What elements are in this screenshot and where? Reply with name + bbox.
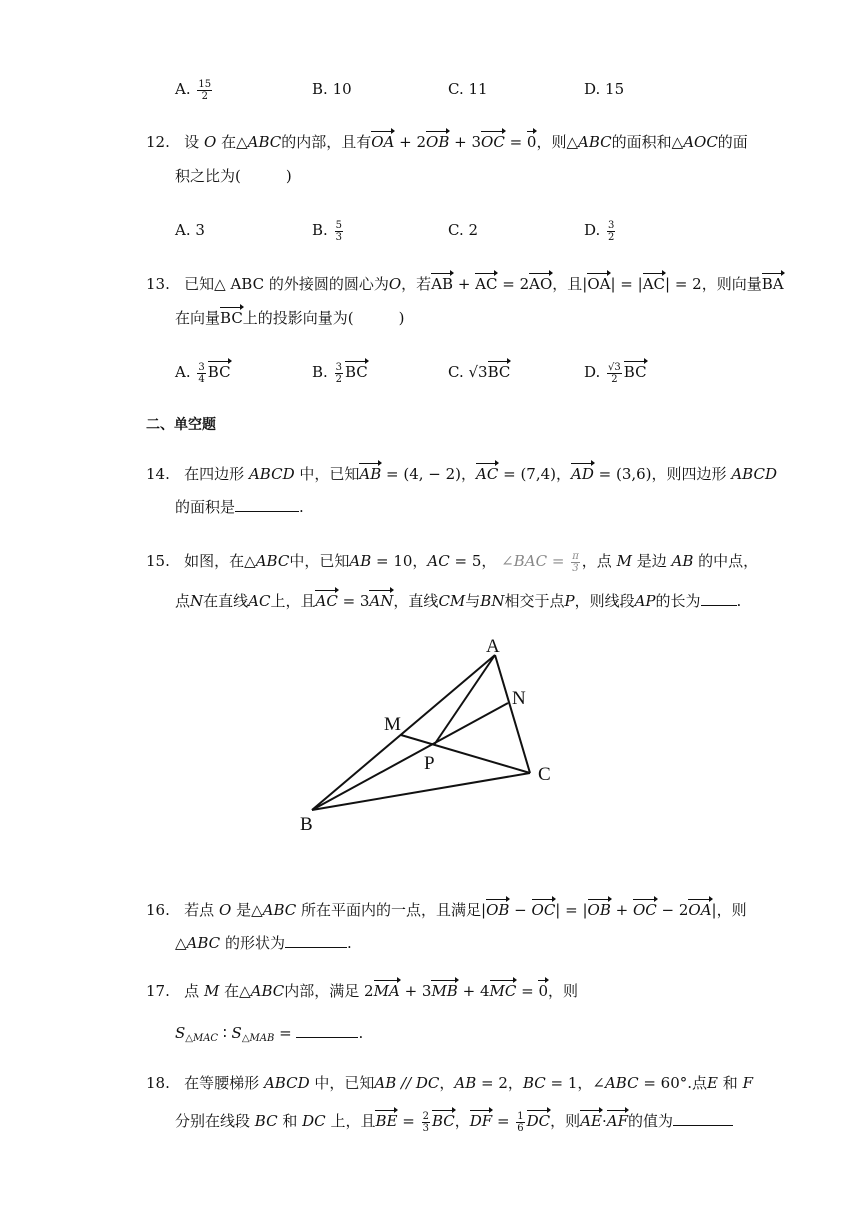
q11-option-d: D. 15	[584, 80, 625, 98]
q12-stem-line2: 积之比为( )	[175, 167, 292, 185]
answer-blank[interactable]	[296, 1037, 358, 1038]
q17-stem-line1: 17. 点 M 在△ABC内部，满足 2MA + 3MB + 4MC = 0，则	[146, 982, 579, 1000]
answer-blank[interactable]	[701, 605, 737, 606]
q11-option-a: A. $\frac{15}{2}$	[175, 78, 212, 102]
q12-stem-line1: 12. 设 O 在△ABC的内部，且有OA + 2OB + 3OC = 0，则△ABC的面积和△AOC的面	[146, 133, 748, 151]
q11-option-c: C. 11	[448, 80, 488, 98]
q13-option-b: B. $\frac{3}{2}$ BC	[312, 361, 368, 385]
fraction: $\frac{15}{2}$	[198, 78, 212, 102]
q17-stem-line2: $S_{\triangle MAC}$ ∶ $S_{\triangle MAB}$ = .	[175, 1024, 364, 1044]
q14-stem-line1: 14. 在四边形 ABCD 中，已知AB = (4, − 2)，AC = (7,4)，AD = (3,6)，则四边形 ABCD	[146, 465, 777, 483]
label-n: N	[512, 688, 526, 709]
fraction: $\frac{3}{2}$	[335, 361, 342, 385]
q11-option-b: B. 10	[312, 80, 352, 98]
fraction: $\frac{3}{2}$	[608, 219, 615, 243]
side-ac	[495, 655, 530, 773]
q13-stem-line2: 在向量BC上的投影向量为( )	[175, 309, 405, 327]
answer-blank[interactable]	[285, 947, 347, 948]
q15-stem-line2: 点N在直线AC上，且AC = 3AN，直线CM与BN相交于点P，则线段AP的长为 .	[175, 592, 742, 610]
q16-stem-line2: △ABC 的形状为 .	[175, 934, 352, 952]
answer-blank[interactable]	[673, 1125, 733, 1126]
side-ab	[312, 655, 495, 810]
q12-option-a: A. 3	[175, 221, 205, 239]
label-p: P	[424, 753, 435, 774]
angle-image: ∠BAC = $\frac{\pi}{3}$	[501, 550, 579, 574]
fraction: $\frac{5}{3}$	[335, 219, 342, 243]
fraction: $\frac{2}{3}$	[422, 1110, 429, 1134]
q14-stem-line2: 的面积是 .	[175, 498, 304, 516]
label-b: B	[300, 814, 313, 835]
q13-stem-line1: 13. 已知△ ABC 的外接圆的圆心为O，若AB + AC = 2AO，且|OA| = |AC| = 2，则向量BA	[146, 275, 784, 293]
label-a: A	[486, 636, 500, 657]
q13-option-a: A. $\frac{3}{4}$ BC	[175, 361, 231, 385]
q15-stem-line1: 15. 如图，在△ABC中，已知AB = 10，AC = 5， ∠BAC = $\frac{\pi}{3}$ ，点 M 是边 AB 的中点，	[146, 550, 759, 574]
triangle-figure	[290, 630, 560, 840]
section-heading: 二、单空题	[146, 417, 216, 433]
q18-stem-line1: 18. 在等腰梯形 ABCD 中，已知AB // DC，AB = 2，BC = 1，∠ABC = 60°.点E 和 F	[146, 1074, 753, 1092]
q12-option-b: B. $\frac{5}{3}$	[312, 219, 342, 243]
label-c: C	[538, 764, 551, 785]
q12-option-c: C. 2	[448, 221, 479, 239]
fraction: $\frac{√3}{2}$	[608, 361, 621, 385]
label-m: M	[384, 714, 401, 735]
fraction: $\frac{3}{4}$	[198, 361, 205, 385]
segment-cm	[401, 735, 530, 773]
answer-blank[interactable]	[235, 511, 299, 512]
q16-stem-line1: 16. 若点 O 是△ABC 所在平面内的一点，且满足|OB − OC| = |OB + OC − 2OA|，则	[146, 901, 747, 919]
fraction: $\frac{1}{6}$	[517, 1110, 524, 1134]
q13-option-d: D. $\frac{√3}{2}$ BC	[584, 361, 647, 385]
q13-option-c: C. √3BC	[448, 363, 511, 381]
q12-option-d: D. $\frac{3}{2}$	[584, 219, 615, 243]
q18-stem-line2: 分别在线段 BC 和 DC 上，且BE = $\frac{2}{3}$ BC，DF = $\frac{1}{6}$ DC，则AE·AF的值为	[175, 1110, 733, 1134]
